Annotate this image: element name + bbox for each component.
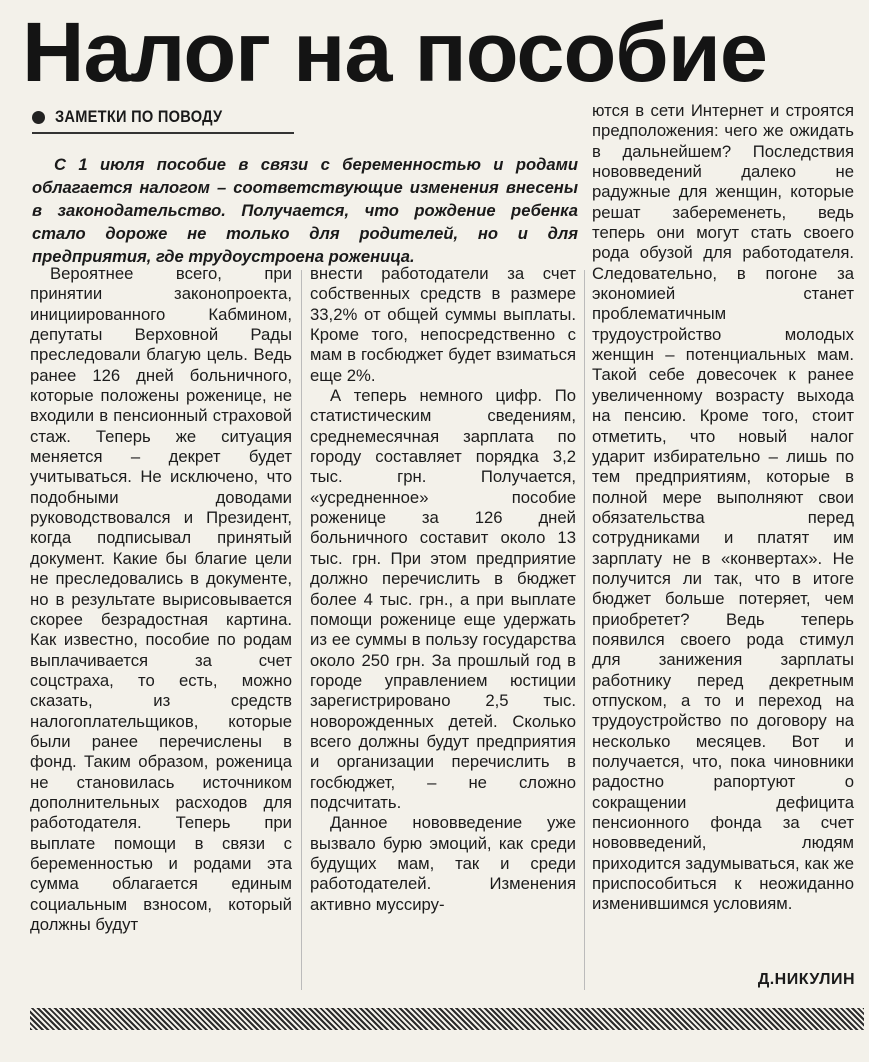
column-3-text: ются в сети Интернет и строятся предположения: чего же ожидать в дальнейшем? Последствия нововведений далеко не радужные для женщин, которые решат забеременеть, ведь теперь они могут стать своего рода обузой для работодателя. Следовательно, в погоне за экономией станет проблематичным трудоустройство молодых женщин – потенциальных мам. Такой себе довесочек к ранее увеличенному возрасту выхода на пенсию. Кроме того, стоит отметить, что новый налог ударит избирательно – лишь по тем предприятиям, которые в полной мере выполняют свои обязательства перед сотрудниками и платят им зарплату не в «конвертах». Не получится ли так, что в итоге бюджет больше потеряет, чем приобретет? Ведь теперь появился своего рода стимул для занижения зарплаты работнику перед декретным отпуском, а то и переход на трудоустройство по договору на несколько месяцев. Вот и получается, что, пока чиновники радостно рапортуют о сокращении дефицита пенсионного фонда за счет нововведений, людям приходится задумываться, как же приспособиться к неожиданно изменившимся условиям. — [592, 101, 854, 914]
column-1 — [30, 264, 292, 935]
column-2 — [310, 264, 576, 915]
column-divider — [584, 270, 585, 990]
column-2-continuation: внести работодатели за счет собственных средств в размере 33,2% от общей суммы выплаты. Кроме того, непосредственно с мам в госбюджет будет взиматься еще 2%. — [310, 264, 576, 385]
author-byline: Д.НИКУЛИН — [757, 971, 855, 988]
rubric — [32, 102, 294, 134]
article-lead: С 1 июля пособие в связи с беременностью и родами облагается налогом – соответствующие изменения внесены в законодательство. Получается, что рождение ребенка стало дороже не только для родителей, но и для предприятия, где трудоустроена роженица. — [32, 155, 578, 266]
column-3 — [592, 101, 854, 915]
column-divider — [301, 270, 302, 990]
decorative-hatch-border — [30, 1008, 864, 1030]
column-1-text: Вероятнее всего, при принятии законопроекта, инициированного Кабмином, депутаты Верховной Рады преследовали благую цель. Ведь ранее 126 дней больничного, которые положены роженице, не входили в пенсионный страховой стаж. Теперь же ситуация меняется – декрет будет учитываться. Не исключено, что подобными доводами руководствовался и Президент, когда подписывал принятый документ. Какие бы благие цели не преследовались в документе, но в результате вырисовывается скорее безрадостная картина. Как известно, пособие по родам выплачивается за счет соцстраха, то есть, можно сказать, из средств налогоплательщиков, которые были ранее перечислены в фонд. Таким образом, роженица не становилась источником дополнительных расходов для работодателя. Теперь при выплате помощи в связи с беременностью и родами эта сумма облагается единым социальным взносом, который должны будут — [30, 264, 292, 934]
bullet-icon — [32, 111, 45, 124]
rubric-label: ЗАМЕТКИ ПО ПОВОДУ — [55, 107, 223, 126]
article-headline: Налог на пособие — [22, 5, 767, 99]
column-2-paragraph: Данное нововведение уже вызвало бурю эмоций, как среди будущих мам, так и среди работодателей. Изменения активно муссиру- — [310, 813, 576, 914]
column-2-paragraph: А теперь немного цифр. По статистическим сведениям, среднемесячная зарплата по городу составляет порядка 3,2 тыс. грн. Получается, «усредненное» пособие роженице за 126 дней больничного составит около 13 тыс. грн. При этом предприятие должно перечислить в бюджет более 4 тыс. грн., а при выплате помощи роженице еще удержать из ее суммы в пользу государства около 250 грн. За прошлый год в городе управлением юстиции зарегистрировано 2,5 тыс. новорожденных детей. Сколько всего должны будут предприятия и организации перечислить в госбюджет, – не сложно подсчитать. — [310, 386, 576, 812]
